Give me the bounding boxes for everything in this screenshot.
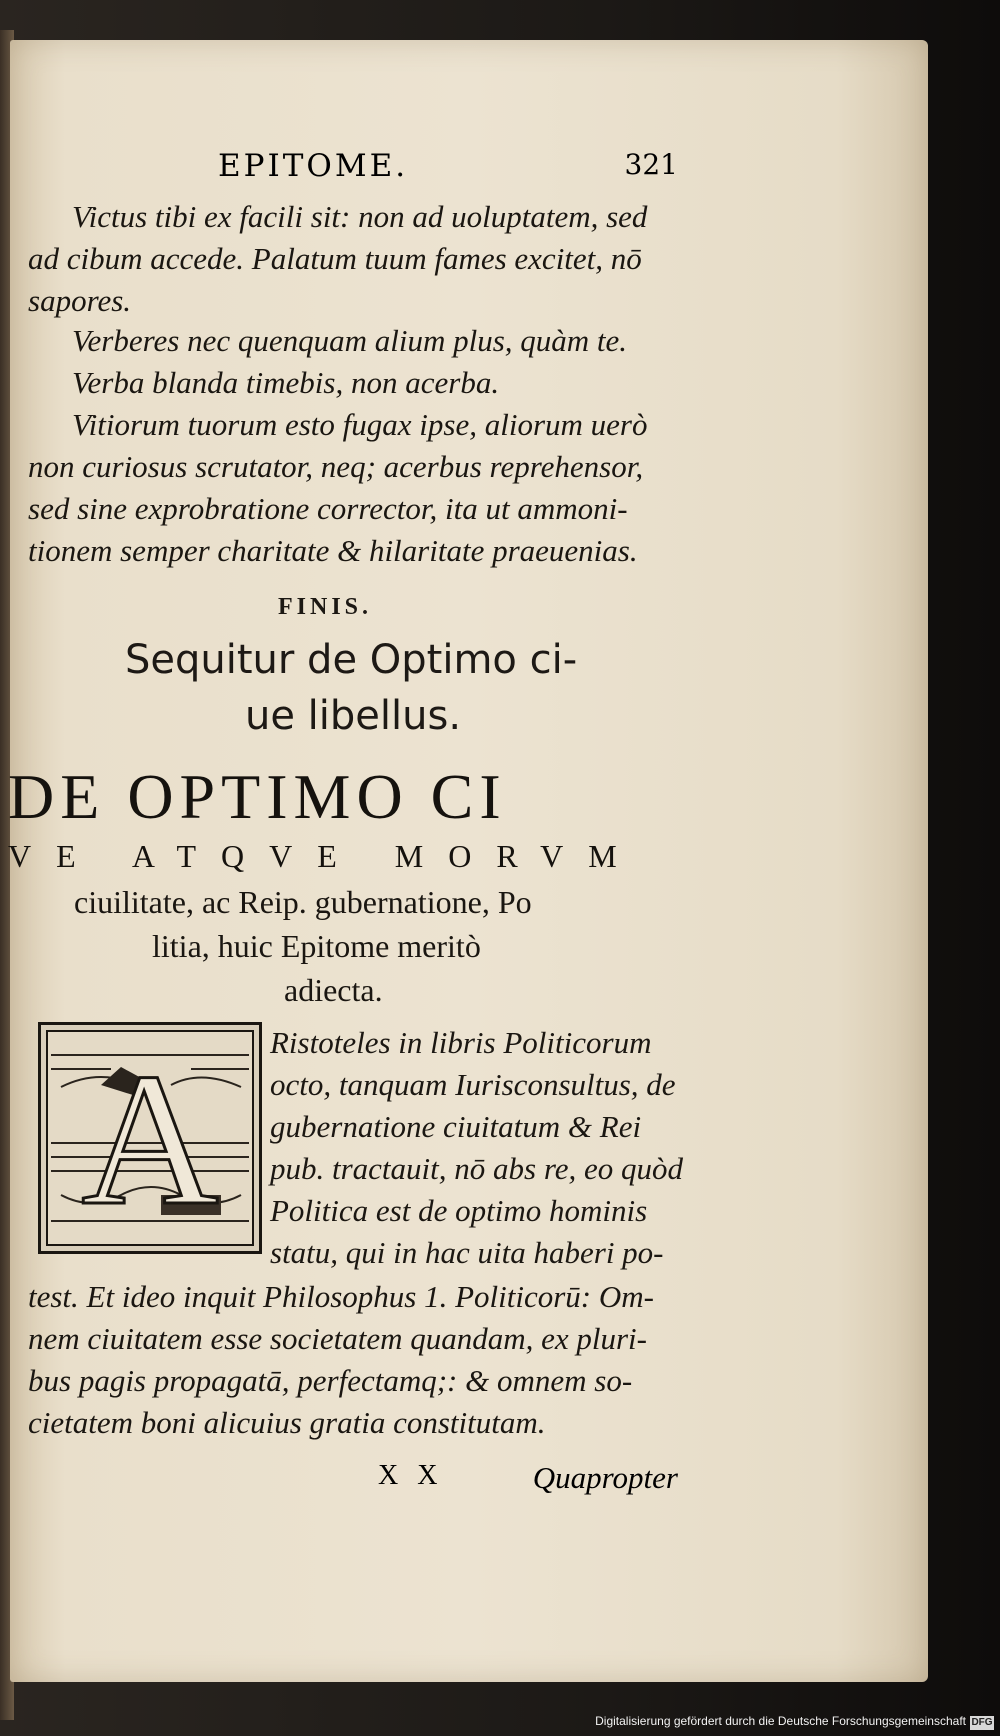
- paragraph-1: [28, 196, 678, 326]
- treatise-title-line-1: DE OPTIMO CI: [8, 761, 507, 832]
- text-line: ad cibum accede. Palatum tuum fames excitet, nō: [28, 241, 642, 276]
- paragraph-2: [28, 320, 678, 364]
- digitization-credit: Digitalisierung gefördert durch die Deutsche Forschungsgemeinschaft: [595, 1714, 966, 1728]
- text-line: Victus tibi ex facili sit: non ad uoluptatem, sed: [72, 199, 648, 234]
- text-line: Ristoteles in libris Politicorum: [270, 1025, 652, 1060]
- text-line: cietatem boni alicuius gratia constitutam.: [28, 1405, 546, 1440]
- text-line: Verberes nec quenquam alium plus, quàm te.: [72, 323, 628, 358]
- treatise-subtitle-line-2: litia, huic Epitome meritò: [152, 928, 481, 964]
- text-line: sapores.: [28, 283, 132, 318]
- text-line: tionem semper charitate & hilaritate praeuenias.: [28, 533, 638, 568]
- text-line: sed sine exprobratione corrector, ita ut ammoni-: [28, 491, 628, 526]
- text-line: Verba blanda timebis, non acerba.: [72, 365, 500, 400]
- finis-block: [28, 594, 678, 634]
- paragraph-4: [28, 404, 678, 580]
- text-line: octo, tanquam Iurisconsultus, de: [270, 1067, 676, 1102]
- text-line: Vitiorum tuorum esto fugax ipse, aliorum uerò: [72, 407, 648, 442]
- text-line: Politica est de optimo hominis: [270, 1193, 648, 1228]
- text-line: statu, qui in hac uita haberi po-: [270, 1235, 664, 1270]
- paragraph-3: [28, 362, 678, 406]
- treatise-subtitle-line-3: adiecta.: [284, 972, 383, 1008]
- signature-mark: X X: [378, 1460, 444, 1491]
- running-head: EPITOME.: [218, 148, 409, 184]
- treatise-title-line-2: VE ATQVE MORVM: [8, 838, 642, 874]
- catchword: Quapropter: [532, 1460, 678, 1495]
- page-header: [28, 148, 678, 188]
- body-beside-initial: [270, 1022, 690, 1282]
- page-footer: [28, 1460, 678, 1500]
- woodcut-illustration-icon: [41, 1025, 259, 1251]
- text-line: non curiosus scrutator, neq; acerbus reprehensor,: [28, 449, 644, 484]
- sequitur-line-1: Sequitur de Optimo ci-: [125, 637, 578, 683]
- text-line: bus pagis propagatā, perfectamq;: & omnem so-: [28, 1363, 633, 1398]
- decorated-initial: [38, 1022, 262, 1254]
- finis-label: FINIS.: [278, 594, 373, 620]
- dfg-logo-icon: DFG: [971, 1717, 993, 1728]
- sequitur-line-2: ue libellus.: [245, 693, 462, 739]
- text-line: gubernatione ciuitatum & Rei: [270, 1109, 642, 1144]
- initial-letter: A: [81, 1035, 219, 1245]
- text-line: test. Et ideo inquit Philosophus 1. Politicorū: Om-: [28, 1279, 654, 1314]
- text-line: nem ciuitatem esse societatem quandam, ex pluri-: [28, 1321, 647, 1356]
- text-line: pub. tractauit, nō abs re, eo quòd: [270, 1151, 684, 1186]
- body-full-width: [28, 1276, 678, 1452]
- treatise-subtitle-line-1: ciuilitate, ac Reip. gubernatione, Po: [74, 884, 532, 920]
- page-number: 321: [624, 148, 678, 181]
